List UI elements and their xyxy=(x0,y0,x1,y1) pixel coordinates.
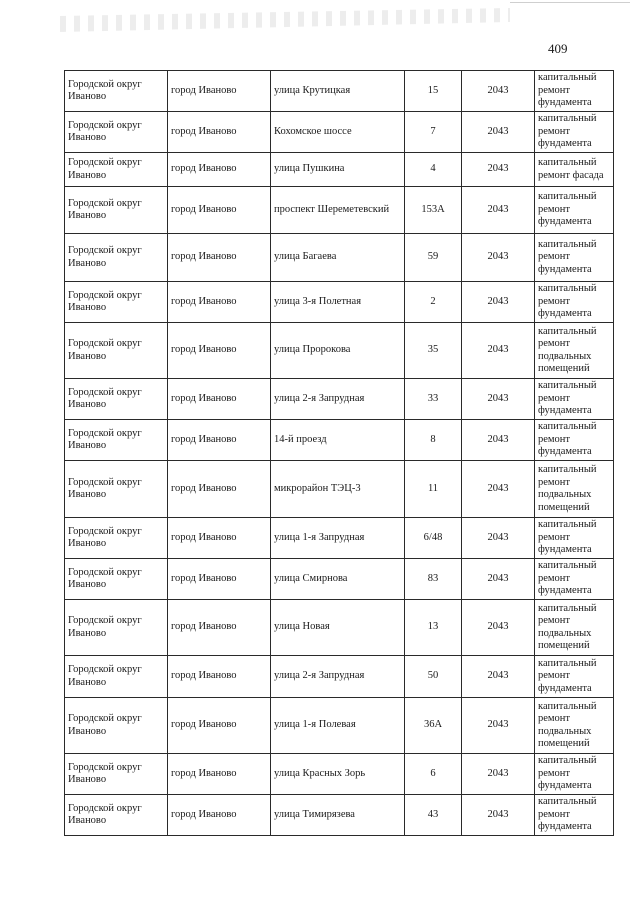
cell-district: Городской округ Иваново xyxy=(65,234,168,282)
cell-city: город Иваново xyxy=(168,795,271,836)
cell-work-type: капитальный ремонт подвальных помещений xyxy=(535,698,614,754)
table-row xyxy=(65,282,614,323)
cell-city: город Иваново xyxy=(168,754,271,795)
cell-work-type: капитальный ремонт фундамента xyxy=(535,656,614,698)
cell-work-type: капитальный ремонт подвальных помещений xyxy=(535,600,614,656)
cell-work-type: капитальный ремонт фасада xyxy=(535,153,614,187)
cell-work-type: капитальный ремонт подвальных помещений xyxy=(535,323,614,379)
table-row xyxy=(65,187,614,234)
cell-district: Городской округ Иваново xyxy=(65,600,168,656)
cell-work-type: капитальный ремонт фундамента xyxy=(535,754,614,795)
cell-city: город Иваново xyxy=(168,153,271,187)
table-row xyxy=(65,461,614,518)
cell-year: 2043 xyxy=(462,379,535,420)
cell-street: улица Пушкина xyxy=(271,153,405,187)
cell-year: 2043 xyxy=(462,754,535,795)
cell-year: 2043 xyxy=(462,187,535,234)
cell-district: Городской округ Иваново xyxy=(65,187,168,234)
cell-district: Городской округ Иваново xyxy=(65,379,168,420)
table-row xyxy=(65,754,614,795)
cell-city: город Иваново xyxy=(168,379,271,420)
table-row xyxy=(65,559,614,600)
cell-house-number: 50 xyxy=(405,656,462,698)
table-row xyxy=(65,153,614,187)
cell-district: Городской округ Иваново xyxy=(65,698,168,754)
cell-district: Городской округ Иваново xyxy=(65,323,168,379)
cell-district: Городской округ Иваново xyxy=(65,282,168,323)
table-row xyxy=(65,795,614,836)
scan-noise xyxy=(60,8,510,48)
cell-city: город Иваново xyxy=(168,656,271,698)
cell-city: город Иваново xyxy=(168,282,271,323)
cell-house-number: 13 xyxy=(405,600,462,656)
cell-house-number: 153А xyxy=(405,187,462,234)
cell-year: 2043 xyxy=(462,153,535,187)
cell-house-number: 6/48 xyxy=(405,518,462,559)
cell-street: улица Багаева xyxy=(271,234,405,282)
cell-work-type: капитальный ремонт фундамента xyxy=(535,187,614,234)
table-row xyxy=(65,71,614,112)
cell-street: проспект Шереметевский xyxy=(271,187,405,234)
cell-street: улица Пророкова xyxy=(271,323,405,379)
cell-year: 2043 xyxy=(462,112,535,153)
cell-street: микрорайон ТЭЦ-3 xyxy=(271,461,405,518)
cell-house-number: 2 xyxy=(405,282,462,323)
cell-year: 2043 xyxy=(462,461,535,518)
table-row xyxy=(65,234,614,282)
cell-street: улица Красных Зорь xyxy=(271,754,405,795)
cell-district: Городской округ Иваново xyxy=(65,461,168,518)
cell-street: улица Крутицкая xyxy=(271,71,405,112)
cell-year: 2043 xyxy=(462,234,535,282)
cell-house-number: 6 xyxy=(405,754,462,795)
cell-city: город Иваново xyxy=(168,518,271,559)
cell-year: 2043 xyxy=(462,795,535,836)
cell-year: 2043 xyxy=(462,600,535,656)
table-row xyxy=(65,518,614,559)
cell-work-type: капитальный ремонт фундамента xyxy=(535,112,614,153)
cell-city: город Иваново xyxy=(168,461,271,518)
cell-house-number: 11 xyxy=(405,461,462,518)
registry-table-body xyxy=(65,71,614,836)
cell-district: Городской округ Иваново xyxy=(65,656,168,698)
table-row xyxy=(65,656,614,698)
cell-district: Городской округ Иваново xyxy=(65,112,168,153)
cell-year: 2043 xyxy=(462,559,535,600)
cell-city: город Иваново xyxy=(168,559,271,600)
cell-work-type: капитальный ремонт фундамента xyxy=(535,282,614,323)
cell-work-type: капитальный ремонт фундамента xyxy=(535,71,614,112)
cell-house-number: 8 xyxy=(405,420,462,461)
table-row xyxy=(65,323,614,379)
cell-year: 2043 xyxy=(462,698,535,754)
cell-street: улица 2-я Запрудная xyxy=(271,379,405,420)
cell-street: улица 1-я Полевая xyxy=(271,698,405,754)
table-row xyxy=(65,698,614,754)
table-row xyxy=(65,420,614,461)
cell-house-number: 35 xyxy=(405,323,462,379)
cell-house-number: 7 xyxy=(405,112,462,153)
cell-street: улица Новая xyxy=(271,600,405,656)
cell-house-number: 59 xyxy=(405,234,462,282)
cell-city: город Иваново xyxy=(168,420,271,461)
cell-house-number: 4 xyxy=(405,153,462,187)
cell-house-number: 43 xyxy=(405,795,462,836)
cell-year: 2043 xyxy=(462,656,535,698)
cell-work-type: капитальный ремонт фундамента xyxy=(535,518,614,559)
cell-city: город Иваново xyxy=(168,71,271,112)
cell-house-number: 36А xyxy=(405,698,462,754)
table-row xyxy=(65,112,614,153)
cell-work-type: капитальный ремонт фундамента xyxy=(535,420,614,461)
cell-year: 2043 xyxy=(462,323,535,379)
cell-year: 2043 xyxy=(462,420,535,461)
cell-city: город Иваново xyxy=(168,600,271,656)
cell-district: Городской округ Иваново xyxy=(65,153,168,187)
page-number: 409 xyxy=(548,41,568,56)
cell-street: 14-й проезд xyxy=(271,420,405,461)
cell-work-type: капитальный ремонт фундамента xyxy=(535,234,614,282)
cell-work-type: капитальный ремонт фундамента xyxy=(535,795,614,836)
cell-house-number: 15 xyxy=(405,71,462,112)
table-row xyxy=(65,379,614,420)
registry-table xyxy=(64,70,614,836)
cell-street: улица 2-я Запрудная xyxy=(271,656,405,698)
cell-work-type: капитальный ремонт фундамента xyxy=(535,559,614,600)
cell-district: Городской округ Иваново xyxy=(65,754,168,795)
cell-street: Кохомское шоссе xyxy=(271,112,405,153)
cell-year: 2043 xyxy=(462,518,535,559)
cell-city: город Иваново xyxy=(168,234,271,282)
cell-district: Городской округ Иваново xyxy=(65,559,168,600)
cell-city: город Иваново xyxy=(168,187,271,234)
cell-street: улица 3-я Полетная xyxy=(271,282,405,323)
scan-edge-line xyxy=(510,2,630,3)
cell-district: Городской округ Иваново xyxy=(65,71,168,112)
cell-work-type: капитальный ремонт фундамента xyxy=(535,379,614,420)
cell-street: улица Смирнова xyxy=(271,559,405,600)
cell-year: 2043 xyxy=(462,282,535,323)
cell-city: город Иваново xyxy=(168,112,271,153)
cell-house-number: 33 xyxy=(405,379,462,420)
cell-street: улица Тимирязева xyxy=(271,795,405,836)
cell-house-number: 83 xyxy=(405,559,462,600)
cell-city: город Иваново xyxy=(168,323,271,379)
cell-district: Городской округ Иваново xyxy=(65,795,168,836)
cell-district: Городской округ Иваново xyxy=(65,420,168,461)
table-row xyxy=(65,600,614,656)
cell-work-type: капитальный ремонт подвальных помещений xyxy=(535,461,614,518)
cell-city: город Иваново xyxy=(168,698,271,754)
cell-district: Городской округ Иваново xyxy=(65,518,168,559)
cell-year: 2043 xyxy=(462,71,535,112)
cell-street: улица 1-я Запрудная xyxy=(271,518,405,559)
